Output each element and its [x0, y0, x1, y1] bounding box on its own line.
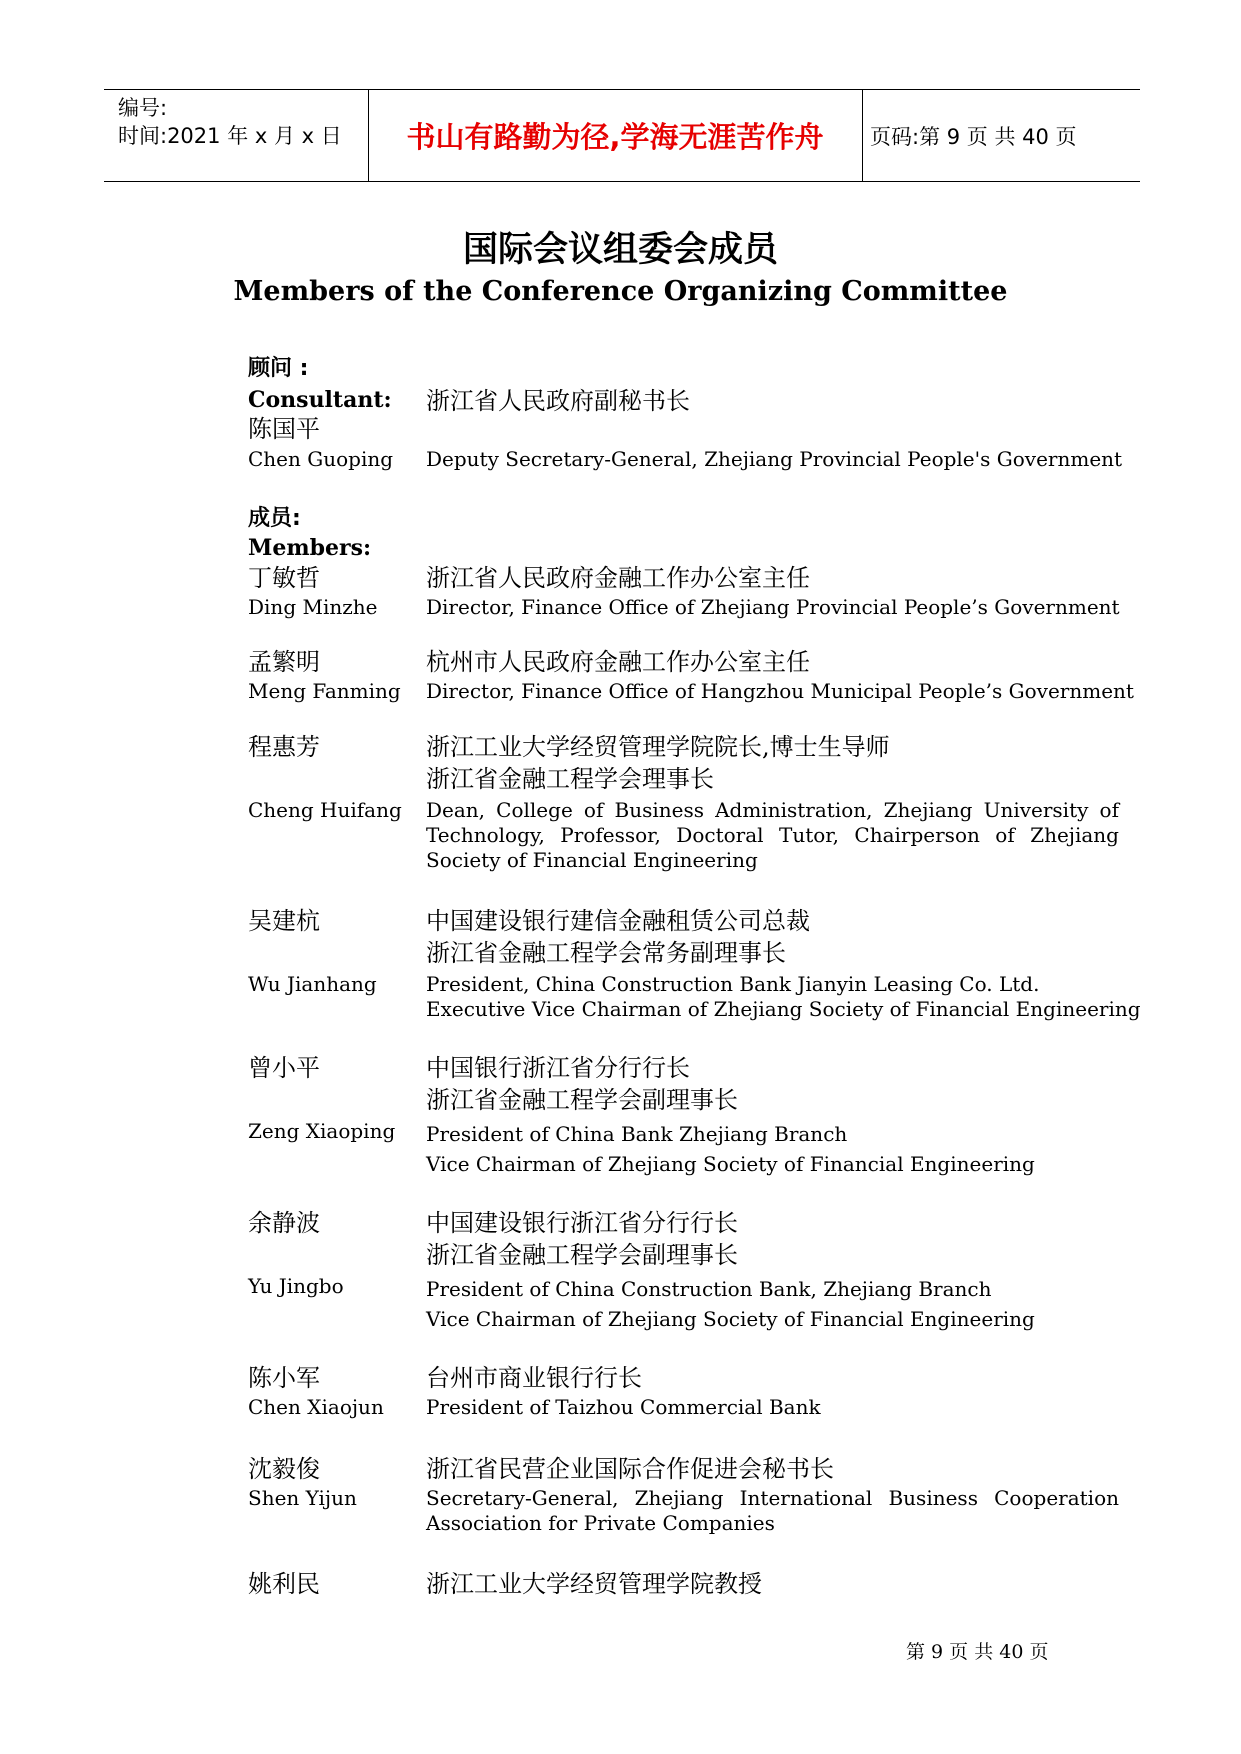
- member-role-cn: 浙江省金融工程学会副理事长: [426, 1086, 738, 1114]
- member-role-cn: 浙江工业大学经贸管理学院院长,博士生导师: [426, 733, 890, 761]
- member-name-cn: 丁敏哲: [248, 564, 320, 592]
- page-title-cn: 国际会议组委会成员: [462, 230, 778, 270]
- members-label-cn: 成员:: [248, 506, 301, 531]
- member-role-en: Director, Finance Office of Hangzhou Municipal People’s Government: [426, 679, 1134, 703]
- member-role-en: Vice Chairman of Zhejiang Society of Financial Engineering: [426, 1307, 1035, 1331]
- member-name-cn: 程惠芳: [248, 733, 320, 761]
- member-name-en: Yu Jingbo: [248, 1274, 344, 1298]
- member-role-en: President, China Construction Bank Jianyin Leasing Co. Ltd.: [426, 972, 1040, 996]
- member-name-cn: 孟繁明: [248, 648, 320, 676]
- member-name-cn: 曾小平: [248, 1054, 320, 1082]
- time-label: 时间:2021 年 x 月 x 日: [118, 124, 342, 148]
- member-name-cn: 姚利民: [248, 1570, 320, 1598]
- member-name-en: Ding Minzhe: [248, 595, 378, 619]
- member-role-en: Vice Chairman of Zhejiang Society of Financial Engineering: [426, 1152, 1035, 1176]
- page-title-en: Members of the Conference Organizing Committee: [233, 276, 1008, 307]
- page-header: [104, 89, 1140, 182]
- member-role-en: Director, Finance Office of Zhejiang Provincial People’s Government: [426, 595, 1120, 619]
- member-name-cn: 沈毅俊: [248, 1455, 320, 1483]
- member-role-cn: 中国银行浙江省分行行长: [426, 1054, 690, 1082]
- member-role-cn: 台州市商业银行行长: [426, 1364, 642, 1392]
- consultant-name-cn: 陈国平: [248, 415, 320, 443]
- member-role-cn: 浙江工业大学经贸管理学院教授: [426, 1570, 762, 1598]
- consultant-label-cn: 顾问 :: [248, 356, 309, 381]
- member-role-cn: 浙江省金融工程学会理事长: [426, 765, 714, 793]
- member-role-cn: 杭州市人民政府金融工作办公室主任: [426, 648, 810, 676]
- member-role-cn: 浙江省金融工程学会常务副理事长: [426, 939, 786, 967]
- consultant-label-en: Consultant:: [248, 387, 392, 413]
- member-role-cn: 浙江省金融工程学会副理事长: [426, 1241, 738, 1269]
- page-footer: 第 9 页 共 40 页: [906, 1641, 1049, 1663]
- member-role-cn: 浙江省民营企业国际合作促进会秘书长: [426, 1455, 834, 1483]
- member-name-cn: 余静波: [248, 1209, 320, 1237]
- header-motto: 书山有路勤为径,学海无涯苦作舟: [406, 120, 824, 154]
- member-name-cn: 陈小军: [248, 1364, 320, 1392]
- header-divider: [862, 90, 863, 181]
- member-role-cn: 中国建设银行浙江省分行行长: [426, 1209, 738, 1237]
- consultant-role-cn: 浙江省人民政府副秘书长: [426, 387, 690, 415]
- consultant-name-en: Chen Guoping: [248, 447, 394, 471]
- members-label-en: Members:: [248, 535, 372, 561]
- consultant-role-en: Deputy Secretary-General, Zhejiang Provincial People's Government: [426, 447, 1123, 471]
- member-role-en: Executive Vice Chairman of Zhejiang Society of Financial Engineering: [426, 997, 1141, 1021]
- member-name-en: Zeng Xiaoping: [248, 1119, 396, 1143]
- serial-label: 编号:: [118, 96, 168, 120]
- member-role-en: President of China Construction Bank, Zhejiang Branch: [426, 1277, 992, 1301]
- member-name-en: Meng Fanming: [248, 679, 401, 703]
- header-left-cell: [118, 94, 342, 150]
- member-name-en: Chen Xiaojun: [248, 1395, 384, 1419]
- member-name-cn: 吴建杭: [248, 907, 320, 935]
- member-role-cn: 中国建设银行建信金融租赁公司总裁: [426, 907, 810, 935]
- member-role-en: President of China Bank Zhejiang Branch: [426, 1122, 848, 1146]
- member-role-en: Dean, College of Business Administration, Zhejiang University of Technology, Professor, Doctoral Tutor, Chairperson of Zhejiang Society of Financial Engineering: [426, 798, 1119, 872]
- member-name-en: Cheng Huifang: [248, 798, 402, 822]
- member-name-en: Shen Yijun: [248, 1486, 357, 1510]
- member-role-en: Secretary-General, Zhejiang International Business Cooperation Association for Private Companies: [426, 1486, 1119, 1535]
- member-name-en: Wu Jianhang: [248, 972, 377, 996]
- member-role-en: President of Taizhou Commercial Bank: [426, 1395, 821, 1419]
- header-page-code: 页码:第 9 页 共 40 页: [870, 124, 1077, 149]
- member-role-cn: 浙江省人民政府金融工作办公室主任: [426, 564, 810, 592]
